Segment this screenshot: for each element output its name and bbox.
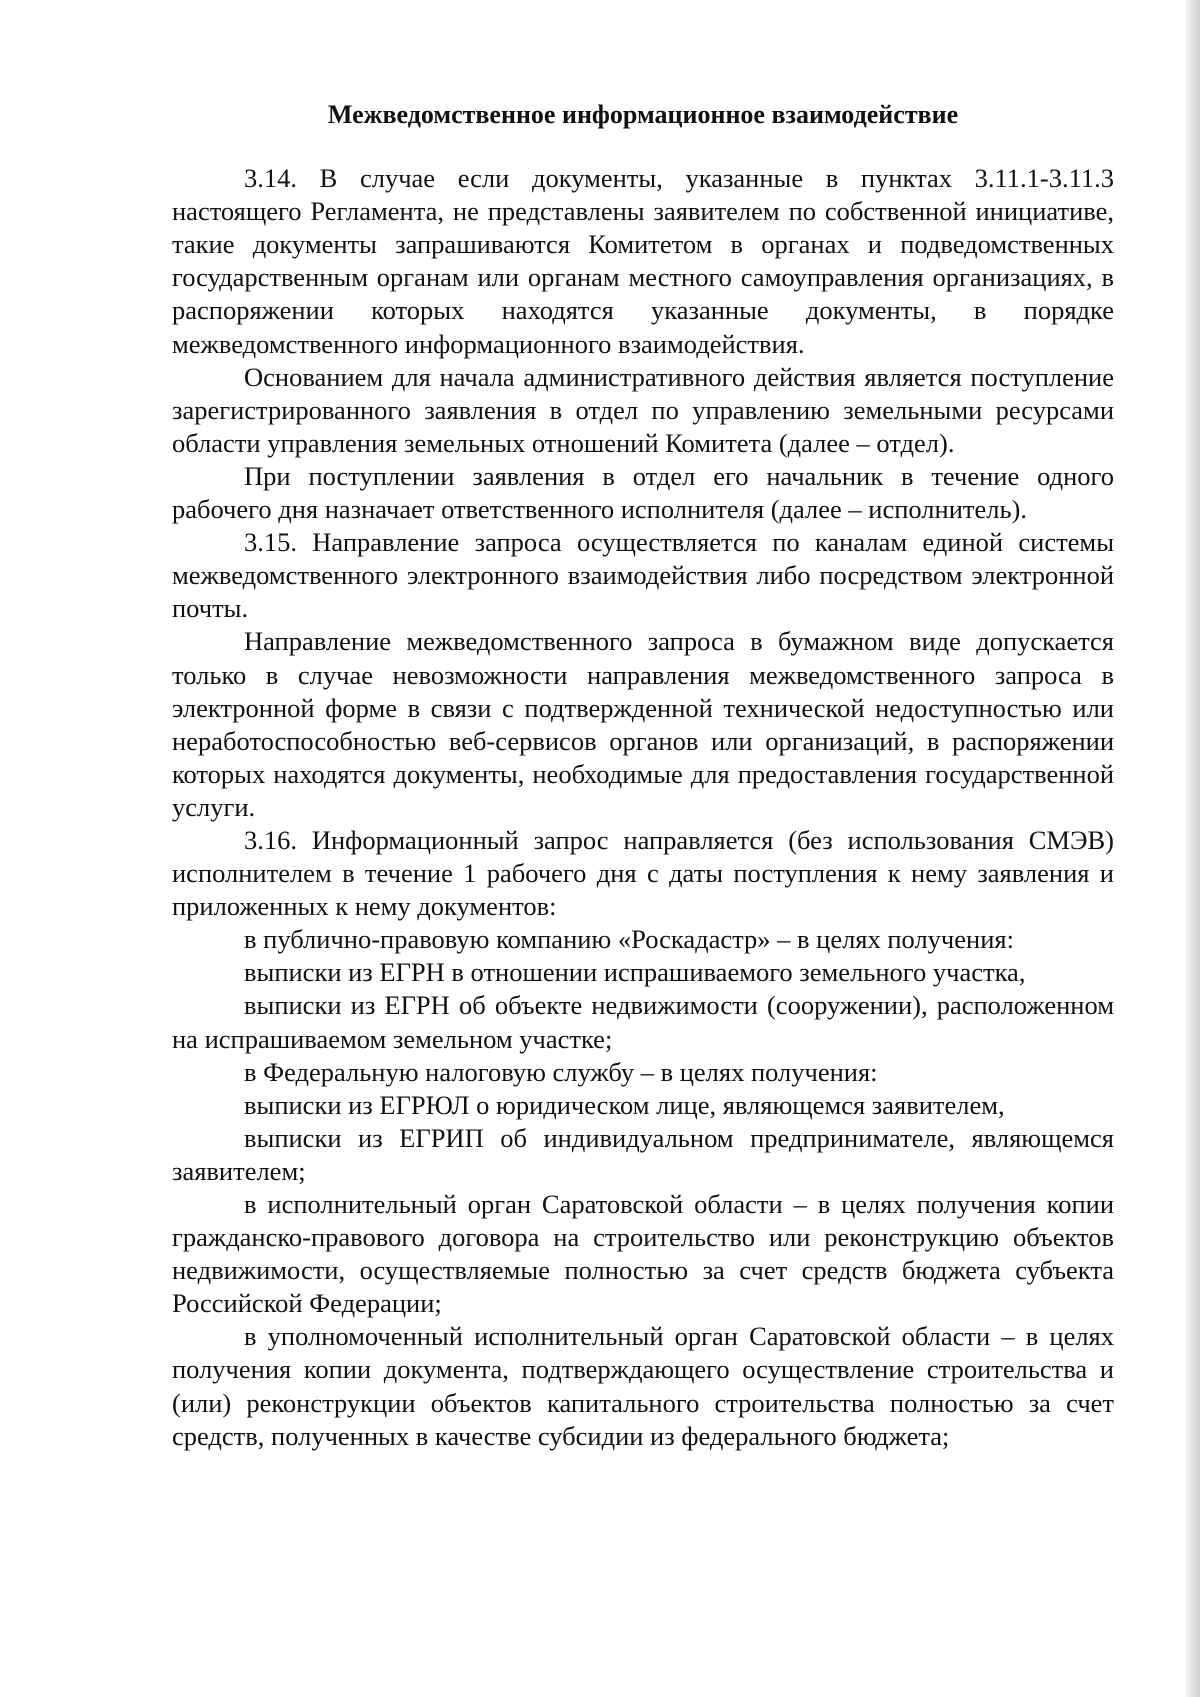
paragraph-egrn-land: выписки из ЕГРН в отношении испрашиваемого земельного участка, — [244, 957, 1026, 988]
page-edge-shadow — [1186, 0, 1200, 1697]
paragraph-executive-body: в исполнительный орган Саратовской области – в целях получения копии гражданско-правового договора на строительство или реконструкцию объектов недвижимости, осуществляемые полностью за счет средств бюджета субъекта Российской Федерации; — [172, 1189, 1114, 1319]
paragraph-egrul: выписки из ЕГРЮЛ о юридическом лице, являющемся заявителем, — [244, 1089, 1005, 1120]
paragraph-assignment: При поступлении заявления в отдел его начальник в течение одного рабочего дня назначает ответственного исполнителя (далее – исполнитель). — [172, 460, 1114, 525]
paragraph-fns: в Федеральную налоговую службу – в целях получения: — [244, 1056, 878, 1087]
paragraph-3-14: 3.14. В случае если документы, указанные в пунктах 3.11.1-3.11.3 настоящего Регламента, не представлены заявителем по собственной инициативе, такие документы запрашиваются Комитетом в органах и подведомственных государственным органам или органам местного самоуправления организациях, в распоряжении которых находятся указанные документы, в порядке межведомственного информационного взаимодействия. — [172, 163, 1114, 359]
paragraph-egrn-object: выписки из ЕГРН об объекте недвижимости (сооружении), расположенном на испрашиваемом земельном участке; — [172, 990, 1114, 1054]
paragraph-paper-request: Направление межведомственного запроса в бумажном виде допускается только в случае невозможности направления межведомственного запроса в электронной форме в связи с подтвержденной технической недоступностью или неработоспособностью веб-сервисов органов или организаций, в распоряжении которых находятся документы, необходимые для предоставления государственной услуги. — [172, 626, 1114, 822]
document-body — [172, 98, 1114, 1453]
section-title: Межведомственное информационное взаимодействие — [327, 100, 959, 129]
paragraph-3-16: 3.16. Информационный запрос направляется (без использования СМЭВ) исполнителем в течение 1 рабочего дня с даты поступления к нему заявления и приложенных к нему документов: — [172, 824, 1114, 922]
paragraph-roskadastr: в публично-правовую компанию «Роскадастр» – в целях получения: — [244, 924, 1014, 955]
paragraph-3-15: 3.15. Направление запроса осуществляется по каналам единой системы межведомственного электронного взаимодействия либо посредством электронной почты. — [172, 527, 1114, 624]
paragraph-egrip: выписки из ЕГРИП об индивидуальном предпринимателе, являющемся заявителем; — [172, 1122, 1114, 1186]
paragraph-authorized-body: в уполномоченный исполнительный орган Саратовской области – в целях получения копии документа, подтверждающего осуществление строительства и (или) реконструкции объектов капитального строительства полностью за счет средств, полученных в качестве субсидии из федерального бюджета; — [172, 1321, 1114, 1451]
paragraph-basis: Основанием для начала административного действия является поступление зарегистрированного заявления в отдел по управлению земельными ресурсами области управления земельных отношений Комитета (далее – отдел). — [172, 361, 1114, 458]
